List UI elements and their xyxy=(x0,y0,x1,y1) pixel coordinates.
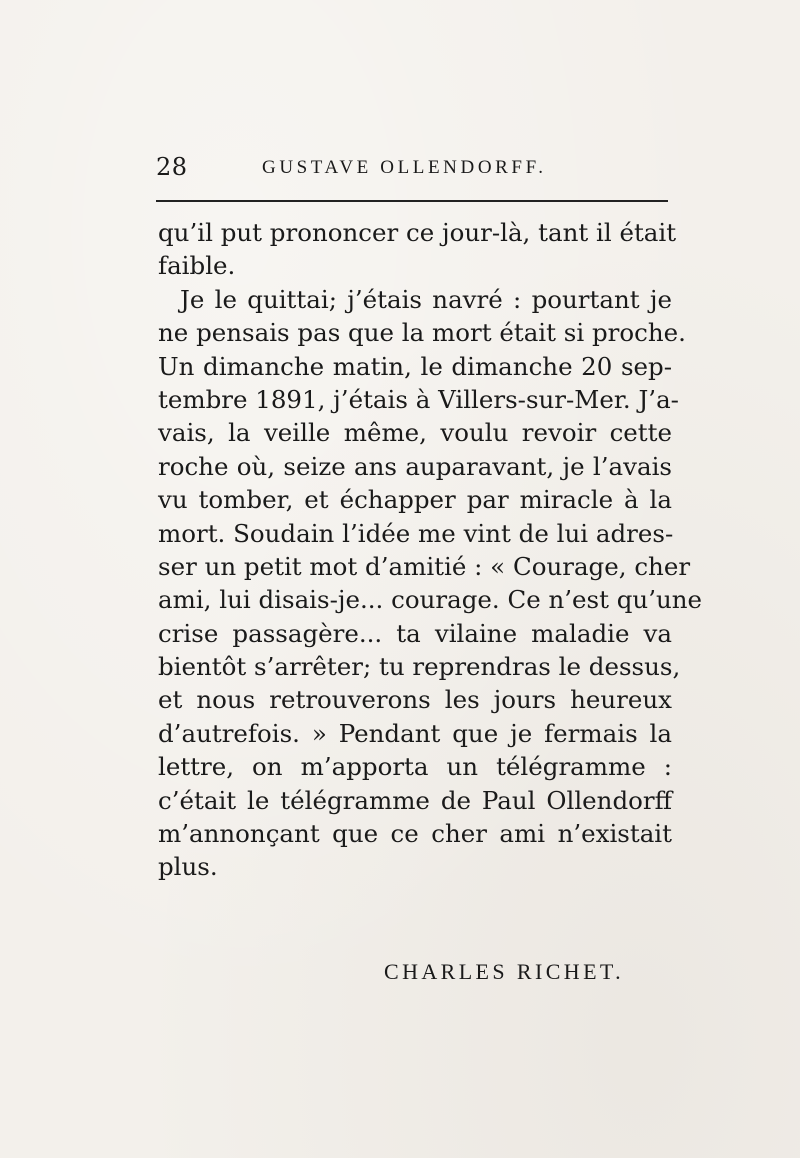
running-head: GUSTAVE OLLENDORFF. xyxy=(262,157,547,178)
text-line: m’annonçant que ce cher ami n’existait xyxy=(158,819,672,849)
text-line: Je le quittai; j’étais navré : pourtant je xyxy=(180,284,672,314)
text-line: d’autrefois. » Pendant que je fermais la xyxy=(158,718,672,748)
text-line: ami, lui disais-je... courage. Ce n’est qu’une xyxy=(158,585,703,615)
text-line: ne pensais pas que la mort était si proche. xyxy=(158,318,686,348)
text-line: plus. xyxy=(158,852,218,882)
text-line: bientôt s’arrêter; tu reprendras le dessus, xyxy=(158,652,681,682)
text-line: crise passagère... ta vilaine maladie va xyxy=(158,618,672,648)
page-header xyxy=(156,152,668,182)
header-rule xyxy=(156,200,668,202)
text-line: faible. xyxy=(158,251,236,281)
body-text xyxy=(158,216,703,884)
text-line: et nous retrouverons les jours heureux xyxy=(158,685,672,715)
text-line: ser un petit mot d’amitié : « Courage, cher xyxy=(158,551,691,581)
text-line: c’était le télégramme de Paul Ollendorff xyxy=(158,785,672,815)
page-number: 28 xyxy=(156,153,188,181)
text-line: Un dimanche matin, le dimanche 20 sep- xyxy=(158,351,672,381)
text-line: vais, la veille même, voulu revoir cette xyxy=(158,418,672,448)
signature: CHARLES RICHET. xyxy=(384,959,625,984)
text-line: roche où, seize ans auparavant, je l’avais xyxy=(158,451,672,481)
text-line: qu’il put prononcer ce jour-là, tant il était xyxy=(158,218,677,247)
text-line: mort. Soudain l’idée me vint de lui adres- xyxy=(158,518,674,548)
text-line: lettre, on m’apporta un télégramme : xyxy=(158,752,672,782)
text-line: vu tomber, et échapper par miracle à la xyxy=(158,485,672,515)
text-line: tembre 1891, j’étais à Villers-sur-Mer. J’a- xyxy=(158,384,679,414)
